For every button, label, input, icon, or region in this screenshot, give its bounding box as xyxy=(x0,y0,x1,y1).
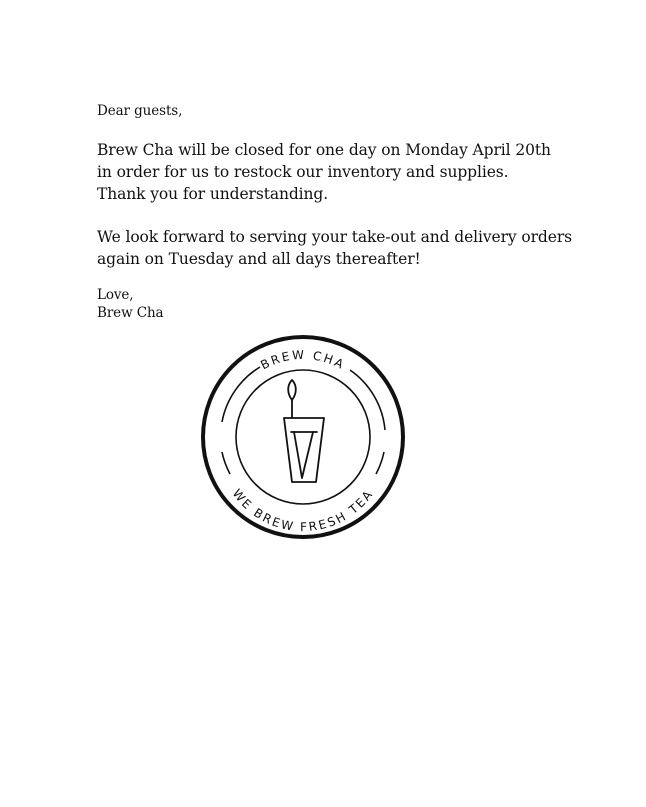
greeting: Dear guests, xyxy=(97,103,183,119)
tea-glass-icon xyxy=(284,380,324,482)
paragraph-1-line-2: in order for us to restock our inventory and supplies. xyxy=(97,163,509,181)
logo-inner-ring xyxy=(236,370,370,504)
logo-arc-bottom-left xyxy=(222,452,230,474)
logo-outer-ring xyxy=(203,337,403,537)
logo-bottom-text: WE BREW FRESH TEA xyxy=(229,486,377,535)
paragraph-2-line-1: We look forward to serving your take-out and delivery orders xyxy=(97,228,572,246)
logo-arc-bottom-right xyxy=(376,452,384,474)
logo-top-text: BREW CHA xyxy=(258,347,348,373)
closing: Love, xyxy=(97,287,134,303)
logo-seal xyxy=(200,334,406,540)
paragraph-2-line-2: again on Tuesday and all days thereafter! xyxy=(97,250,421,268)
brew-cha-logo xyxy=(200,334,406,540)
signature: Brew Cha xyxy=(97,305,164,321)
paragraph-1-line-3: Thank you for understanding. xyxy=(97,185,329,203)
paragraph-1-line-1: Brew Cha will be closed for one day on Monday April 20th xyxy=(97,141,551,159)
